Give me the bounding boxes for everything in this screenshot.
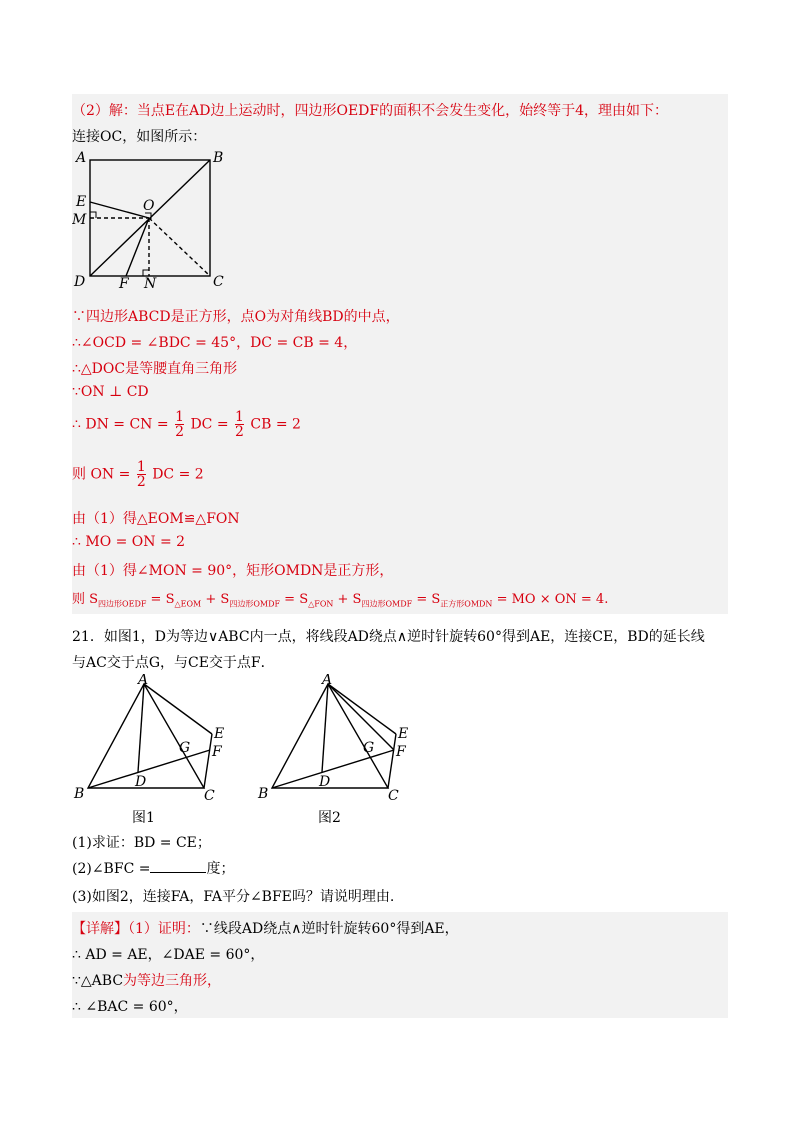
detail-line-1: 【详解】（1）证明：∵线段AD绕点∧逆时针旋转60°得到AE，	[72, 921, 459, 937]
q21-stem-2: 与AC交于点G，与CE交于点F．	[72, 655, 275, 671]
label-n: N	[144, 276, 157, 290]
line-bf	[272, 750, 394, 788]
q21-sub-3: (3)如图2，连接FA，FA平分∠BFE吗？请说明理由.	[72, 889, 395, 905]
triangle-figure-1	[72, 674, 242, 830]
triangle-figure-2	[256, 674, 426, 830]
label-f: F	[212, 744, 222, 760]
label-b: B	[258, 786, 269, 802]
segment-ce	[204, 734, 212, 788]
solution-part2-block	[72, 94, 728, 614]
label-o: O	[143, 198, 155, 214]
label-a: A	[76, 150, 87, 166]
label-g: G	[363, 740, 375, 756]
q21-sub-1: (1)求证：BD = CE；	[72, 835, 211, 851]
label-g: G	[179, 740, 191, 756]
part2-step-4: ∵ON ⊥ CD	[72, 384, 149, 400]
part2-step-9: 由（1）得∠MON = 90°，矩形OMDN是正方形，	[72, 563, 394, 579]
label-d: D	[74, 274, 86, 290]
part2-connect-oc: 连接OC，如图所示：	[72, 129, 207, 145]
caption-fig2: 图2	[318, 810, 341, 826]
part2-area-equation: 则 $S_{四边形OEDF} = S_{\triangle EOM} + S_{四边形OMDF} = S_{\triangle FON} + S_{四边形OMDF} = S_{正方形OMDN}$ = MO × ON = 4.	[72, 592, 609, 609]
right-angle-m	[90, 212, 96, 218]
label-f: F	[119, 276, 129, 290]
segment-oe	[90, 202, 149, 218]
part2-step-3: ∴△DOC是等腰直角三角形	[72, 361, 238, 377]
caption-fig1: 图1	[132, 810, 155, 826]
label-b: B	[74, 786, 85, 802]
label-e: E	[76, 194, 87, 210]
label-e: E	[398, 726, 409, 742]
detail-tag: 【详解】	[72, 921, 128, 937]
part2-intro: （2）解：当点E在AD边上运动时，四边形OEDF的面积不会发生变化，始终等于4，理由如下：	[72, 103, 669, 119]
q21-stem-1: 21．如图1，D为等边∨ABC内一点，将线段AD绕点∧逆时针旋转60°得到AE，连接CE，BD的延长线	[72, 629, 705, 645]
question-21-block	[72, 622, 728, 912]
segment-ad	[138, 684, 144, 772]
part2-step-5: ∴ DN = CN = $\frac{1}{2}$ DC = $\frac{1}{2}$ CB = 2	[72, 409, 301, 440]
segment-ad	[322, 684, 328, 772]
label-e: E	[214, 726, 225, 742]
part2-step-6: 则 ON = $\frac{1}{2}$ DC = 2	[72, 459, 204, 490]
triangle-abc	[272, 684, 388, 788]
segment-ae	[144, 684, 212, 734]
label-a: A	[138, 674, 149, 688]
answer-blank	[150, 860, 206, 873]
dashed-oc	[149, 218, 210, 276]
part2-step-7: 由（1）得△EOM≌△FON	[72, 511, 240, 527]
segment-ce	[388, 734, 396, 788]
detail-line-4: ∴ ∠BAC = 60°，	[72, 999, 188, 1015]
detail-block	[72, 912, 728, 1018]
label-d: D	[319, 774, 331, 790]
q21-sub-2: (2)∠BFC = 度；	[72, 861, 235, 877]
label-c: C	[388, 788, 399, 804]
segment-of	[126, 218, 149, 276]
label-c: C	[204, 788, 215, 804]
segment-ae	[328, 684, 396, 734]
detail-line-3: ∵△ABC为等边三角形，	[72, 973, 222, 989]
part2-step-1: ∵四边形ABCD是正方形，点O为对角线BD的中点，	[72, 309, 400, 325]
part2-step-8: ∴ MO = ON = 2	[72, 534, 186, 550]
label-f: F	[396, 744, 406, 760]
triangle-abc	[88, 684, 204, 788]
label-b: B	[213, 150, 224, 166]
square-figure	[72, 150, 232, 290]
detail-line-2: ∴ AD = AE，∠DAE = 60°，	[72, 947, 265, 963]
label-a: A	[322, 674, 333, 688]
line-bf	[88, 750, 210, 788]
label-d: D	[135, 774, 147, 790]
part2-step-2: ∴∠OCD = ∠BDC = 45°，DC = CB = 4，	[72, 335, 358, 351]
label-c: C	[213, 274, 224, 290]
label-m: M	[72, 212, 87, 228]
